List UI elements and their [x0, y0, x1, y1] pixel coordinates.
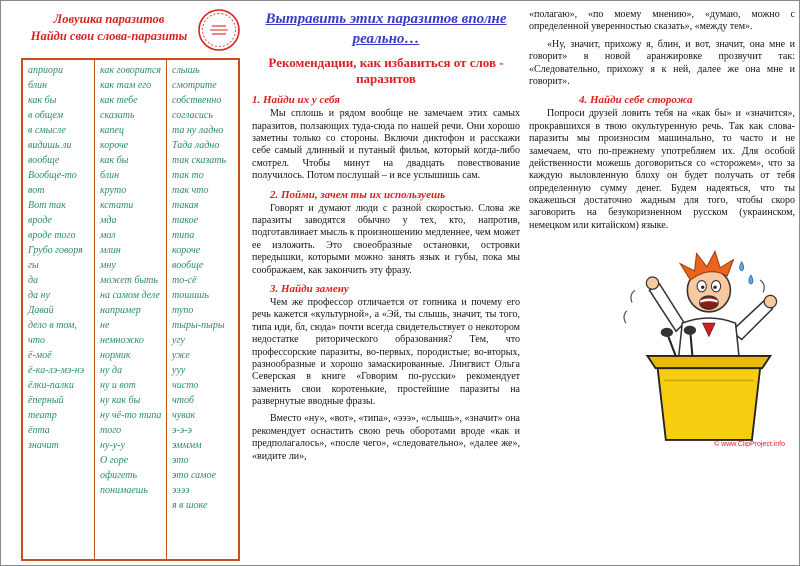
word-item: гы [28, 260, 39, 271]
word-item: вообще [28, 155, 60, 166]
word-item: чувак [172, 410, 196, 421]
word-item: согласись [172, 110, 213, 121]
word-item: слышь [172, 65, 200, 76]
section-3-paragraph-1: Чем же профессор отличается от гопника и почему его речь кажется «культурной», а «Эй, ты слышь, значит, ты того, типа иди, бл, сюда» почти всегда свидетельствует о некотором недостатке риторического образования? Тем, что профессорские паразиты, во-первых, породистые; во-вторых, разнообразные и хорошо замаскированные. Лингвист Ольга Северская в книге «Говорим по-русски» рекомендует заменить свои коротенькие, простейшие паразиты на развернутые вводные фразы. [252, 296, 520, 408]
word-item: Вообще-то [28, 170, 77, 181]
word-item: Тада ладно [172, 140, 220, 151]
word-item: млин [100, 245, 121, 256]
clipart-credit: © www.ClipProject.info [714, 441, 785, 449]
right-panel [529, 9, 795, 561]
word-item: ну да [100, 365, 122, 376]
word-item: немножко [100, 335, 144, 346]
recommendations-subtitle: Рекомендации, как избавиться от слов - паразитов [268, 54, 504, 87]
section-1 [252, 94, 520, 182]
word-item: ё-моё [28, 350, 52, 361]
left-panel-header [23, 11, 239, 57]
word-item: в общем [28, 110, 64, 121]
word-item: ёперный театр [28, 395, 64, 421]
word-item: вроде того [28, 230, 76, 241]
word-item: кстати [100, 200, 134, 211]
word-item: тыры-пыры [172, 320, 225, 331]
word-item: такое [172, 215, 199, 226]
word-item: типа [172, 230, 195, 241]
word-item: ээээ [172, 485, 190, 496]
word-item: как бы [28, 95, 57, 106]
word-item: блин [28, 80, 48, 91]
word-item: ну и вот [100, 380, 136, 391]
word-item: мол [100, 230, 116, 241]
word-item: мну [100, 260, 116, 271]
middle-panel [252, 9, 520, 468]
word-item: так то [172, 170, 204, 181]
word-item: это [172, 455, 189, 466]
section-1-heading: 1. Найди их у себя [252, 94, 340, 107]
word-item: ёпта [28, 425, 50, 436]
word-item: вроде [28, 215, 52, 226]
word-item: априори [28, 65, 63, 76]
left-title-line1: Ловушка паразитов [53, 12, 165, 26]
section-1-paragraph: Мы сплошь и рядом вообще не замечаем этих самых паразитов, ползающих туда-сюда по нашей речи. Они хорошо заметны только со стороны. Включи диктофон и расскажи себе самый длинный и путаный фильм, который когда-либо смотрел. Чтобы минут на двадцать повествование получилось. Потом послушай – и все услышишь сам. [252, 108, 520, 182]
word-item: короче [100, 140, 129, 151]
word-item: ууу [172, 365, 186, 376]
word-item: такая [172, 200, 199, 211]
section-4-paragraph: Попроси друзей ловить тебя на «как бы» и «значится», прокравшихся в твою окультуренную речь. Так как слова-паразиты мы произносим машинально, то часто и не замечаем, что по-прежнему употребляем их. Для особой действенности можешь договориться со «сторожем», что за каждую выловленную блоху он будет получать от тебя определенную сумму денег. Будем надеяться, что ты окажешься достаточно жадным для того, чтобы скоро заговорить на безукоризненном русском (украинском, немецком или китайском) языке. [529, 108, 795, 231]
word-item: ё-ка-лэ-мэ-нэ [28, 365, 85, 376]
word-item: в смысле [28, 125, 66, 136]
word-item: капец [100, 125, 124, 136]
word-item: ну как бы [100, 395, 141, 406]
word-item: короче [172, 245, 201, 256]
word-item: мда [100, 215, 117, 226]
word-item: дело в том, что [28, 320, 77, 346]
word-item: ёлки-палки [28, 380, 74, 391]
word-item: уже [172, 350, 190, 361]
word-item: как говорится [100, 65, 162, 76]
word-item: круто [100, 185, 127, 196]
word-item: так сказать [172, 155, 227, 166]
left-title-line2: Найди свои слова-паразиты [30, 28, 188, 43]
word-item: как бы [100, 155, 129, 166]
left-panel-title [23, 11, 195, 45]
word-item: как там его [100, 80, 152, 91]
section-2-paragraph: Говорят и думают люди с разной скоростью. Слова же паразиты заводятся обычно у тех, кто, напротив, подготавливает мысль к произношению медленнее, чем может ее изложить. Это своеобразные остановки, островки передышки, которыми можно занять язык и губы, пока мы соображаем, как закончить эту фразу. [252, 202, 520, 276]
speaker-cartoon [529, 237, 795, 447]
word-item: может быть [100, 275, 158, 286]
continued-paragraph-1: «полагаю», «по моему мнению», «думаю, можно с определенной уверенностью сказать», «между тем». [529, 9, 795, 33]
word-item: ну чё-то типа того [100, 410, 162, 436]
word-item: собственно [172, 95, 222, 106]
section-4-heading: 4. Найди себе сторожа [579, 94, 693, 107]
word-item: видишь ли [28, 140, 72, 151]
section-2 [252, 189, 520, 277]
word-item: Вот так [28, 200, 66, 211]
word-item: тупо [172, 305, 194, 316]
word-item: не [100, 320, 110, 331]
word-item: та ну ладно [172, 125, 224, 136]
word-column-2 [94, 60, 166, 559]
section-3 [252, 283, 520, 463]
word-item: это самое [172, 470, 216, 481]
word-item: значит [28, 440, 59, 451]
word-item: смотрите [172, 80, 217, 91]
word-item: О горе [100, 455, 129, 466]
section-3-paragraph-2: Вместо «ну», «вот», «типа», «эээ», «слышь», «значит» она рекомендует оснастить свою речь оборотами вроде «как и предполагалось», «после чего», «следовательно», «далее же», «видите ли», [252, 413, 520, 462]
word-item: вообще [172, 260, 204, 271]
word-item: тошишь [172, 290, 209, 301]
word-item: я в шоке [172, 500, 208, 511]
continued-paragraph-2: «Ну, значит, прихожу я, блин, и вот, значит, она мне и говорит» в новой аранжировке прозвучит так: «Следовательно, прихожу я к ней, далее же она мне и говорит». [529, 38, 795, 87]
word-item: э-э-э [172, 425, 192, 436]
word-column-1 [23, 60, 94, 559]
word-item: как тебе сказать [100, 95, 138, 121]
word-item: нормик [100, 350, 131, 361]
word-item: вот [28, 185, 45, 196]
round-stamp-icon [197, 8, 241, 52]
section-3-heading: 3. Найди замену [270, 282, 349, 295]
word-item: ну-у-у [100, 440, 125, 451]
word-item: так что [172, 185, 209, 196]
word-item: например [100, 305, 141, 316]
word-item: чисто [172, 380, 199, 391]
word-item: да ну [28, 290, 50, 301]
section-2-heading: 2. Пойми, зачем ты их используешь [270, 188, 446, 201]
word-item: угу [172, 335, 185, 346]
word-column-3 [166, 60, 238, 559]
word-item: чтоб [172, 395, 194, 406]
parasite-words-table [21, 58, 240, 561]
word-item: то-сё [172, 275, 197, 286]
word-item: офигеть [100, 470, 138, 481]
main-title: Вытравить этих паразитов вполне реально… [265, 11, 507, 48]
word-item: Грубо говоря [28, 245, 83, 256]
word-item: да [28, 275, 39, 286]
word-item: на самом деле [100, 290, 160, 301]
word-item: Давай [28, 305, 54, 316]
word-item: эмммм [172, 440, 202, 451]
word-item: понимаешь [100, 485, 148, 496]
word-item: блин [100, 170, 120, 181]
